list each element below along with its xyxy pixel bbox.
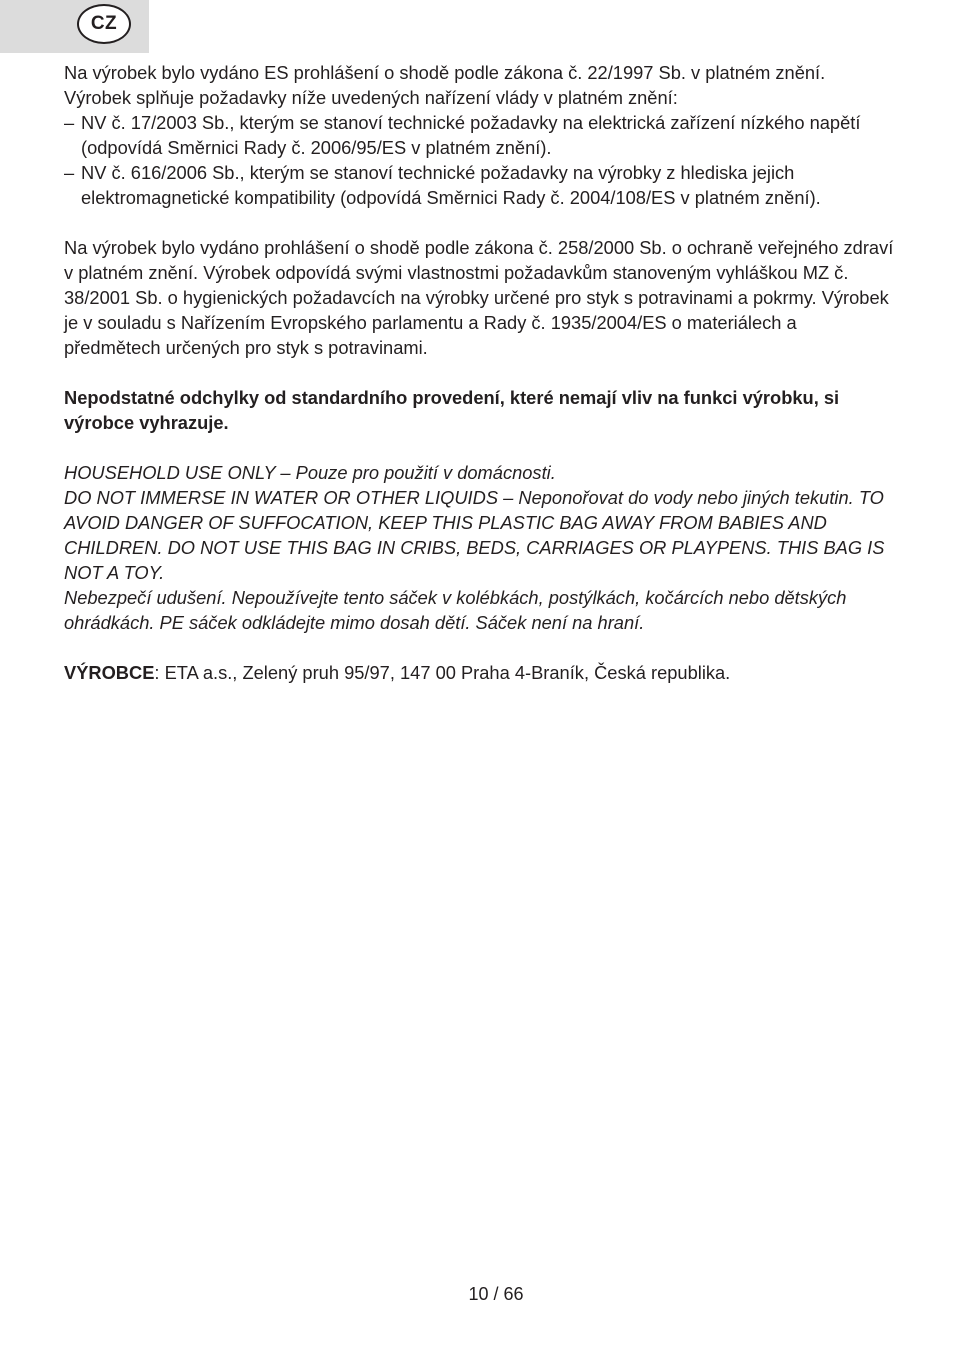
health-declaration: Na výrobek bylo vydáno prohlášení o shodě podle zákona č. 258/2000 Sb. o ochraně veřejného zdraví v platném znění. Výrobek odpovídá svými vlastnostmi požadavkům stanoveným vyhláškou MZ č. 38/2001 Sb. o hygienických požadavcích na výrobky určené pro styk s potravinami a pokrmy. Výrobek je v souladu s Nařízením Evropského parlamentu a Rady č. 1935/2004/ES o materiálech a předmětech určených pro styk s potravinami. (64, 237, 894, 358)
bullet-text: NV č. 17/2003 Sb., kterým se stanoví technické požadavky na elektrická zařízení nízkého napětí (odpovídá Směrnici Rady č. 2006/95/ES v platném znění). (81, 112, 861, 158)
warning-household: HOUSEHOLD USE ONLY – Pouze pro použití v domácnosti. (64, 462, 556, 483)
list-item (64, 160, 894, 210)
paragraph-spacer (64, 435, 894, 460)
bullet-dash: – (64, 112, 75, 133)
es-declaration-intro: Na výrobek bylo vydáno ES prohlášení o shodě podle zákona č. 22/1997 Sb. v platném znění. Výrobek splňuje požadavky níže uvedených nařízení vlády v platném znění: (64, 62, 826, 108)
manufacturer-info (64, 660, 894, 685)
paragraph-spacer (64, 635, 894, 660)
paragraph-spacer (64, 210, 894, 235)
language-tab (0, 0, 149, 53)
warning-immersion-suffocation: DO NOT IMMERSE IN WATER OR OTHER LIQUIDS – Neponořovat do vody nebo jiných tekutin. TO AVOID DANGER OF SUFFOCATION, KEEP THIS PLASTIC BAG AWAY FROM BABIES AND CHILDREN. DO NOT USE THIS BAG IN CRIBS, BEDS, CARRIAGES OR PLAYPENS. THIS BAG IS NOT A TOY. (64, 487, 885, 583)
manufacturer-reservation: Nepodstatné odchylky od standardního provedení, které nemají vliv na funkci výrobku, si výrobce vyhrazuje. (64, 387, 840, 433)
manufacturer-label: VÝROBCE (64, 662, 155, 683)
paragraph-spacer (64, 360, 894, 385)
document-body (64, 60, 894, 685)
bullet-text: NV č. 616/2006 Sb., kterým se stanoví technické požadavky na výrobky z hlediska jejich elektromagnetické kompatibility (odpovídá Směrnici Rady č. 2004/108/ES v platném znění). (81, 162, 821, 208)
warning-suffocation-cz: Nebezpečí udušení. Nepoužívejte tento sáček v kolébkách, postýlkách, kočárcích nebo dětských ohrádkách. PE sáček odkládejte mimo dosah dětí. Sáček není na hraní. (64, 587, 847, 633)
page-number: 10 / 66 (468, 1284, 524, 1304)
language-badge: CZ (77, 4, 131, 44)
bullet-dash: – (64, 162, 75, 183)
manufacturer-address: : ETA a.s., Zelený pruh 95/97, 147 00 Praha 4-Braník, Česká republika. (154, 662, 731, 683)
list-item (64, 110, 894, 160)
